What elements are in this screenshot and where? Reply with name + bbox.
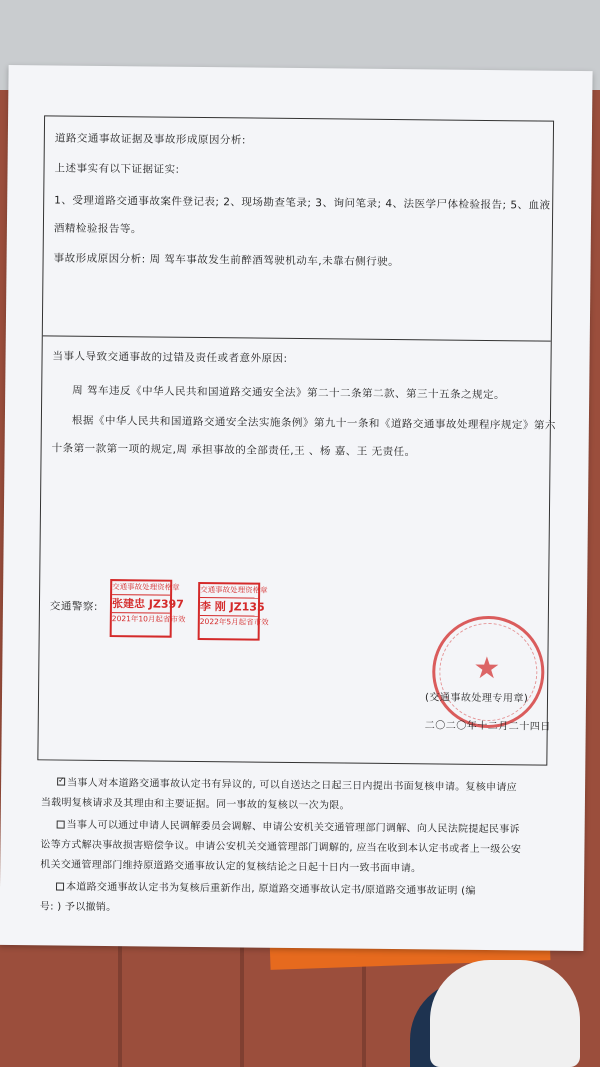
document-table	[37, 115, 554, 765]
stamp1-date: 2021年10月起省市效	[111, 613, 186, 624]
officer-label: 交通警察:	[49, 600, 99, 613]
shoe	[430, 960, 580, 1067]
stamp2-date: 2022年5月起省市效	[199, 616, 269, 627]
note1	[57, 774, 517, 794]
note2-checkbox[interactable]	[57, 821, 65, 829]
officer-stamp-1	[110, 579, 186, 638]
note1-line1: 当事人对本道路交通事故认定书有异议的, 可以自送达之日起三日内提出书面复核申请。复核申请应	[67, 777, 517, 794]
section1-heading: 道路交通事故证据及事故形成原因分析:	[54, 132, 246, 147]
note3-checkbox[interactable]	[56, 883, 64, 891]
stamp1-name: 张建忠 JZ397	[112, 595, 170, 614]
officer-stamp-2	[198, 582, 269, 641]
issue-date: 二〇二〇年十二月二十四日	[424, 720, 551, 733]
liability-line1: 根据《中华人民共和国道路交通安全法实施条例》第九十一条和《道路交通事故处理程序规定》第六	[71, 414, 556, 432]
note3-line1: 本道路交通事故认定书为复核后重新作出, 原道路交通事故认定书/原道路交通事故证明 (编	[65, 881, 476, 897]
evidence-line1: 1、受理道路交通事故案件登记表; 2、现场勘查笔录; 3、询问笔录; 4、法医学尸体检验报告; 5、血液	[54, 194, 551, 212]
note1-line2: 当载明复核请求及其理由和主要证据。同一事故的复核以一次为限。	[40, 797, 350, 812]
official-seal	[432, 615, 545, 728]
evidence-line2: 酒精检验报告等。	[53, 222, 142, 236]
note2	[57, 816, 520, 836]
section2-heading: 当事人导致交通事故的过错及责任或者意外原因:	[52, 350, 288, 365]
note2-line3: 机关交通管理部门维持原道路交通事故认定的复核结论之日起十日内一致书面申请。	[40, 859, 422, 875]
seal-caption: (交通事故处理专用章)	[424, 692, 529, 705]
note3	[56, 878, 476, 897]
stamp2-title: 交通事故处理资格章	[200, 584, 258, 598]
section-divider	[43, 335, 551, 341]
cause-analysis: 事故形成原因分析: 周 驾车事故发生前醉酒驾驶机动车,未靠右侧行驶。	[53, 252, 400, 269]
violation-paragraph: 周 驾车违反《中华人民共和国道路交通安全法》第二十二条第二款、第三十五条之规定。	[72, 384, 506, 402]
liability-line2: 十条第一款第一项的规定,周 承担事故的全部责任,王 、杨 嘉、王 无责任。	[51, 442, 416, 459]
stamp2-name: 李 刚 JZ135	[200, 598, 258, 617]
note2-line1: 当事人可以通过申请人民调解委员会调解、申请公安机关交通管理部门调解、向人民法院提起民事诉	[66, 819, 520, 836]
evidence-intro: 上述事实有以下证据证实:	[54, 162, 180, 176]
note1-checkbox[interactable]	[57, 778, 65, 786]
document-page	[0, 65, 593, 951]
stamp1-title: 交通事故处理资格章	[112, 581, 170, 595]
seal-star-icon: ★	[473, 650, 501, 687]
note2-line2: 讼等方式解决事故损害赔偿争议。申请公安机关交通管理部门调解的, 应当在收到本认定书或者上一级公安	[40, 839, 522, 856]
note3-line2: 号: ) 予以撤销。	[39, 901, 117, 914]
